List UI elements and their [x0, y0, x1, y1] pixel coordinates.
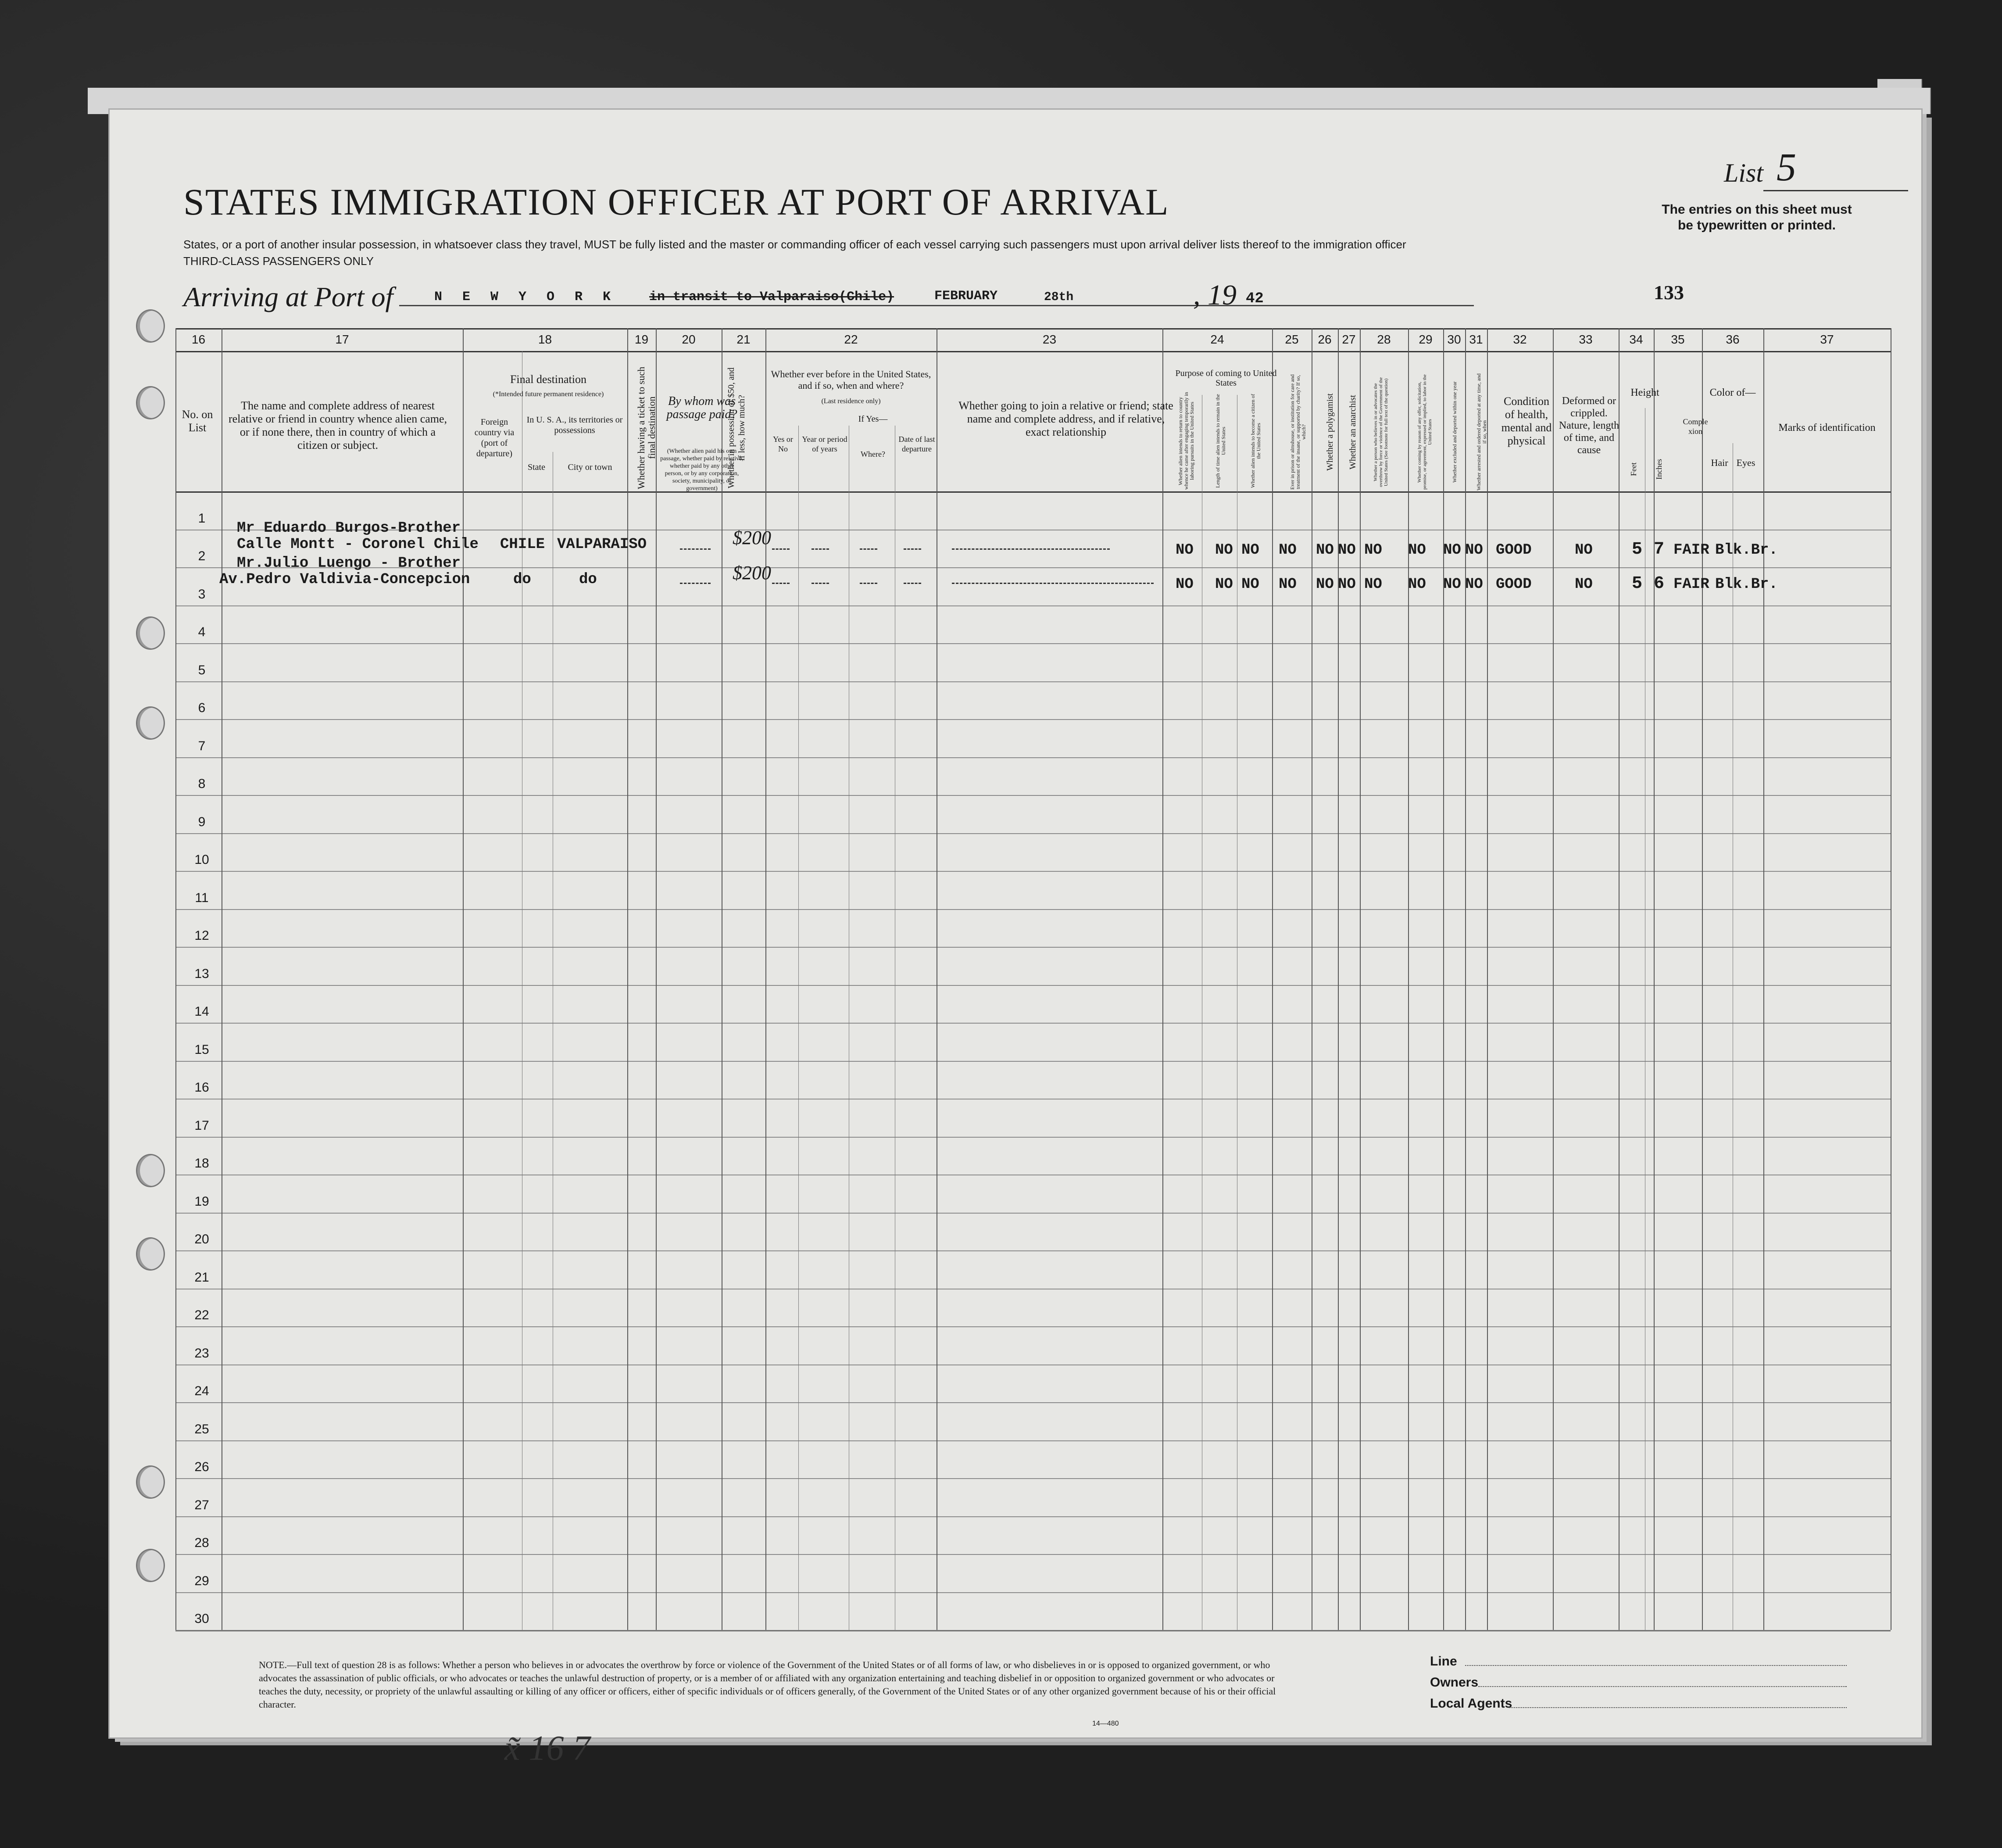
header-bottom-line [175, 491, 1891, 493]
row2-deformed: NO [1575, 576, 1593, 593]
row1-no-a: NO [1176, 542, 1194, 559]
head-purpose-a: Whether alien intends to return to country whence he came after engaging temporarily in laboring pursuits in the United States [1177, 392, 1195, 490]
row1-no-c: NO [1241, 542, 1259, 559]
owners-label: Owners [1430, 1675, 1479, 1690]
punch-hole [136, 309, 165, 343]
head-eyes: Eyes [1736, 457, 1755, 468]
head-no-on-list: No. on List [182, 408, 213, 434]
row-number: 9 [198, 814, 206, 829]
row-number: 23 [194, 1346, 209, 1361]
arriving-underline [399, 305, 1474, 306]
row-line [175, 1402, 1891, 1403]
column-line [1338, 328, 1339, 1630]
column-line [1553, 328, 1554, 1630]
row1-no-g: NO [1364, 542, 1382, 559]
row-number: 26 [194, 1460, 209, 1474]
column-line [656, 328, 657, 1630]
row2-hair-eyes: Blk.Br. [1715, 576, 1778, 593]
punch-hole [136, 1237, 165, 1271]
row-line [175, 1478, 1891, 1479]
row1-dash-passage [680, 548, 711, 550]
row1-no-d: NO [1279, 542, 1297, 559]
head-deformed: Deformed or crippled. Nature, length of time, and cause [1559, 395, 1619, 456]
row-number: 3 [198, 587, 206, 602]
handwritten-note: x̃ 16 7 [504, 1729, 590, 1768]
row2-no-i: NO [1443, 576, 1461, 593]
head-passage-paid-sub: (Whether alien paid his own passage, whether paid by relative, whether paid by any other person, or by any corporation, society, municipality, or government) [660, 448, 744, 492]
page-title: STATES IMMIGRATION OFFICER AT PORT OF ARRIVAL [183, 181, 1169, 223]
row2-no-d: NO [1279, 576, 1297, 593]
row1-feet: 5 [1632, 540, 1643, 559]
head-purpose-b: Length of time alien intends to remain in the United States [1215, 394, 1226, 488]
head-arrested: Whether arrested and ordered deported at any time, and if so, when [1476, 373, 1487, 491]
row1-foreign-country: CHILE [500, 536, 545, 553]
row-number: 1 [198, 511, 206, 526]
row-number: 29 [194, 1573, 209, 1588]
row-line [175, 1554, 1891, 1555]
column-number: 17 [335, 333, 349, 346]
row-line [175, 1023, 1891, 1024]
row-line [175, 871, 1891, 872]
row-number: 24 [194, 1384, 209, 1398]
row-number: 15 [194, 1042, 209, 1057]
row-number: 5 [198, 663, 206, 677]
manifest-sheet [110, 110, 1921, 1768]
punch-hole [136, 386, 165, 419]
row1-relative-address: Calle Montt - Coronel Chile [237, 536, 479, 553]
head-ticket: Whether having a ticket to such final destination [636, 366, 657, 489]
year-suffix: 42 [1246, 290, 1264, 307]
row1-deformed: NO [1575, 542, 1593, 559]
head-height: Height [1630, 387, 1659, 398]
row-line [175, 909, 1891, 910]
head-last-residence: (Last residence only) [821, 398, 881, 405]
head-excluded: Whether excluded and deported within one year [1451, 381, 1458, 483]
row-number: 20 [194, 1232, 209, 1246]
row-line [175, 1061, 1891, 1062]
row2-relative-address: Av.Pedro Valdivia-Concepcion [219, 571, 470, 588]
row-number: 11 [195, 890, 209, 905]
column-number: 37 [1820, 333, 1834, 346]
head-inches: Inches [1655, 459, 1663, 480]
row-number: 28 [194, 1536, 209, 1550]
head-relative-address: The name and complete address of nearest relative or friend in country whence alien came, or if none there, then in country of which a citizen or subject. [228, 399, 447, 451]
row2-dash-relative [952, 583, 1154, 584]
row2-no-e: NO [1316, 576, 1334, 593]
head-state: State [528, 462, 545, 472]
owners-underline [1478, 1686, 1847, 1687]
row-number: 19 [194, 1194, 209, 1209]
row-number: 22 [194, 1308, 209, 1322]
column-line [1654, 328, 1655, 1630]
head-if-yes: If Yes— [858, 414, 888, 424]
form-number: 14—480 [1092, 1720, 1119, 1727]
list-number: 5 [1763, 145, 1908, 191]
head-city: City or town [568, 462, 612, 472]
row-number: 21 [194, 1270, 209, 1285]
arrival-day: 28th [1044, 290, 1074, 304]
column-line [1763, 328, 1764, 1630]
column-number: 19 [634, 333, 649, 346]
row-number: 13 [194, 966, 209, 981]
head-overthrow: Whether a person who believes in or advocates the overthrow by force or violence of the Government of the United States (See footnote for full text of the question) [1373, 377, 1389, 487]
row-number: 4 [198, 625, 206, 639]
row-line [175, 643, 1891, 644]
row1-dash-date [904, 548, 921, 550]
row-line [175, 1440, 1891, 1441]
row-line [175, 605, 1891, 606]
column-number: 25 [1285, 333, 1299, 346]
column-line [463, 328, 464, 1630]
column-number: 34 [1629, 333, 1643, 346]
sheet-number: 133 [1654, 281, 1684, 304]
arriving-label: Arriving at Port of [183, 281, 393, 312]
row2-dash-yesno [772, 583, 790, 584]
column-line [1162, 328, 1163, 1630]
head-join-relative: Whether going to join a relative or friend; state name and complete address, and if relative, exact relationship [958, 399, 1173, 438]
column-line [1487, 328, 1488, 1630]
row-number: 17 [194, 1118, 209, 1133]
column-number: 23 [1042, 333, 1057, 346]
row1-relative-name: Mr Eduardo Burgos-Brother [237, 520, 461, 537]
column-line [1702, 328, 1703, 1630]
head-health: Condition of health, mental and physical [1501, 395, 1552, 447]
column-line [1465, 328, 1466, 1630]
row-number: 16 [194, 1080, 209, 1095]
local-agents-underline [1509, 1707, 1847, 1708]
row-number: 10 [194, 852, 209, 867]
punch-hole [136, 1549, 165, 1582]
row2-no-g: NO [1364, 576, 1382, 593]
row1-no-b: NO [1215, 542, 1233, 559]
row1-hair-eyes: Blk.Br. [1715, 542, 1778, 559]
head-complexion: Complexion [1683, 417, 1708, 436]
column-number: 18 [538, 333, 552, 346]
row2-dash-passage [680, 583, 711, 584]
column-number: 24 [1210, 333, 1224, 346]
column-subdivider [798, 426, 799, 1630]
transit-note: in transit to Valparaiso(Chile) [649, 290, 894, 304]
row-line [175, 795, 1891, 796]
column-number: 32 [1513, 333, 1527, 346]
row-line [175, 1516, 1891, 1517]
head-anarchist: Whether an anarchist [1348, 395, 1358, 469]
row1-no-h: NO [1408, 542, 1426, 559]
row-line [175, 681, 1891, 682]
row1-money: $200 [733, 527, 771, 548]
entries-note: The entries on this sheet must be typewritten or printed. [1662, 202, 1852, 233]
row1-no-i: NO [1443, 542, 1461, 559]
row1-dash-relative [952, 548, 1110, 550]
row-line [175, 1137, 1891, 1138]
column-line [1360, 328, 1361, 1630]
class-line: THIRD-CLASS PASSENGERS ONLY [183, 254, 374, 268]
instructions-text: States, or a port of another insular possession, in whatsoever class they travel, MUST be fully listed and the master or commanding officer of each vessel carrying such passengers must upon arrival deliver lists thereof to the immigration officer [183, 238, 1406, 251]
punch-hole [136, 616, 165, 650]
column-number: 29 [1419, 333, 1433, 346]
local-agents-label: Local Agents [1430, 1696, 1512, 1711]
row2-no-b: NO [1215, 576, 1233, 593]
column-number: 20 [682, 333, 696, 346]
head-where: Where? [861, 450, 885, 458]
column-number: 16 [191, 333, 206, 346]
row1-no-j: NO [1465, 542, 1483, 559]
column-line [1408, 328, 1409, 1630]
arrival-month: FEBRUARY [934, 289, 998, 304]
column-line [627, 328, 628, 1630]
row-line [175, 985, 1891, 986]
row-line [175, 757, 1891, 758]
row1-dash-where [860, 548, 877, 550]
head-purpose-c: Whether alien intends to become a citizen of the United States [1250, 394, 1262, 488]
row2-feet: 5 [1632, 574, 1643, 594]
head-final-destination: Final destination [510, 373, 587, 386]
row-line [175, 947, 1891, 948]
column-number: 26 [1318, 333, 1332, 346]
column-line [1443, 328, 1444, 1630]
head-feet: Feet [1629, 462, 1638, 476]
footnote-question-28: NOTE.—Full text of question 28 is as follows: Whether a person who believes in or advocates the overthrow by force or violence of the Government of the United States or of all forms of law, or who disbelieves in or is opposed to organized government, or who advocates the assassination of public officials, or who advocates or teaches the unlawful destruction of property, or is a member of or affiliated with any organization entertaining and teaching disbelief in or opposition to organized government or who advocates or teaches the duty, necessity, or propriety of the unlawful assaulting or killing of any officer or officers, either of specific individuals or of officers generally, of the Government of the United States or of any other organized government because of his or their official character. [259, 1659, 1276, 1710]
row1-dash-yesno [772, 548, 790, 550]
row2-complexion: FAIR [1673, 576, 1709, 593]
head-money: Whether in possession of $50, and if less, how much? [726, 367, 747, 488]
row-line [175, 833, 1891, 834]
row-line [175, 1250, 1891, 1251]
head-yes-no: Yes or No [773, 435, 793, 453]
row-line [175, 1630, 1891, 1631]
row-number: 25 [194, 1422, 209, 1436]
line-label: Line [1430, 1654, 1457, 1669]
column-number-row-top [175, 328, 1891, 329]
column-number: 36 [1726, 333, 1740, 346]
row1-no-e: NO [1316, 542, 1334, 559]
row2-no-h: NO [1408, 576, 1426, 593]
row2-inches: 6 [1654, 574, 1665, 594]
row-number: 8 [198, 777, 206, 791]
row-number: 27 [194, 1497, 209, 1512]
row2-relative-name: Mr.Julio Luengo - Brother [237, 555, 461, 572]
row-number: 12 [194, 928, 209, 943]
row-number: 18 [194, 1156, 209, 1171]
column-line [175, 328, 176, 1630]
punch-hole [136, 706, 165, 740]
column-number: 33 [1579, 333, 1593, 346]
row1-complexion: FAIR [1673, 542, 1709, 559]
row2-dash-date [904, 583, 921, 584]
head-marks: Marks of identification [1778, 422, 1876, 433]
head-prison: Ever in prison or almshouse, or institution for care and treatment of the insane, or supported by charity? If so, which? [1289, 374, 1307, 490]
row2-no-a: NO [1176, 576, 1194, 593]
head-labor-offer: Whether coming by reason of any offer, solicitation, promise, or agreement, expressed or implied, to labor in the United States [1417, 374, 1433, 490]
row2-no-f: NO [1338, 576, 1356, 593]
row1-dash-period [812, 548, 829, 550]
column-number: 31 [1469, 333, 1483, 346]
row1-city: VALPARAISO [557, 536, 647, 553]
head-purpose: Purpose of coming to United States [1175, 369, 1277, 388]
column-line [765, 328, 766, 1630]
row2-no-c: NO [1241, 576, 1259, 593]
head-in-usa: In U. S. A., its territories or possessions [526, 415, 623, 435]
column-number-row-bottom [175, 351, 1891, 352]
row-line [175, 1592, 1891, 1593]
port-value: N E W Y O R K [434, 290, 617, 304]
row2-dash-period [812, 583, 829, 584]
head-passage-paid: By whom was passage paid? [666, 394, 737, 421]
column-number: 27 [1342, 333, 1356, 346]
row-number: 14 [194, 1004, 209, 1019]
row-line [175, 1326, 1891, 1327]
column-line [1272, 328, 1273, 1630]
column-number: 21 [736, 333, 751, 346]
punch-hole [136, 1465, 165, 1499]
column-number: 22 [844, 333, 858, 346]
column-number: 35 [1671, 333, 1685, 346]
column-number: 30 [1447, 333, 1461, 346]
row2-city: do [579, 571, 597, 588]
head-date-departure: Date of last departure [898, 435, 935, 453]
punch-hole [136, 1154, 165, 1187]
head-final-destination-sub: (*Intended future permanent residence) [493, 390, 604, 398]
head-period: Year or period of years [802, 435, 847, 453]
row-number: 2 [198, 549, 206, 563]
row-line [175, 1213, 1891, 1214]
row-number: 30 [194, 1612, 209, 1626]
head-hair: Hair [1711, 457, 1728, 468]
head-foreign-country: Foreign country via (port of departure) [474, 417, 515, 458]
row2-health: GOOD [1496, 576, 1532, 593]
head-ever-in-us: Whether ever before in the United States, and if so, when and where? [771, 369, 931, 391]
row-number: 6 [198, 701, 206, 715]
row1-health: GOOD [1496, 542, 1532, 559]
row2-foreign-country: do [513, 571, 531, 588]
row2-no-j: NO [1465, 576, 1483, 593]
row1-inches: 7 [1654, 540, 1665, 559]
list-label: List [1724, 158, 1764, 187]
head-color: Color of— [1709, 387, 1756, 398]
head-polygamist: Whether a polygamist [1325, 393, 1335, 471]
row-number: 7 [198, 738, 206, 753]
line-underline [1465, 1665, 1847, 1666]
row2-dash-where [860, 583, 877, 584]
year-prefix: , 19 [1193, 279, 1237, 311]
column-number: 28 [1377, 333, 1391, 346]
row2-money: $200 [733, 562, 771, 584]
row1-no-f: NO [1338, 542, 1356, 559]
row-line [175, 719, 1891, 720]
